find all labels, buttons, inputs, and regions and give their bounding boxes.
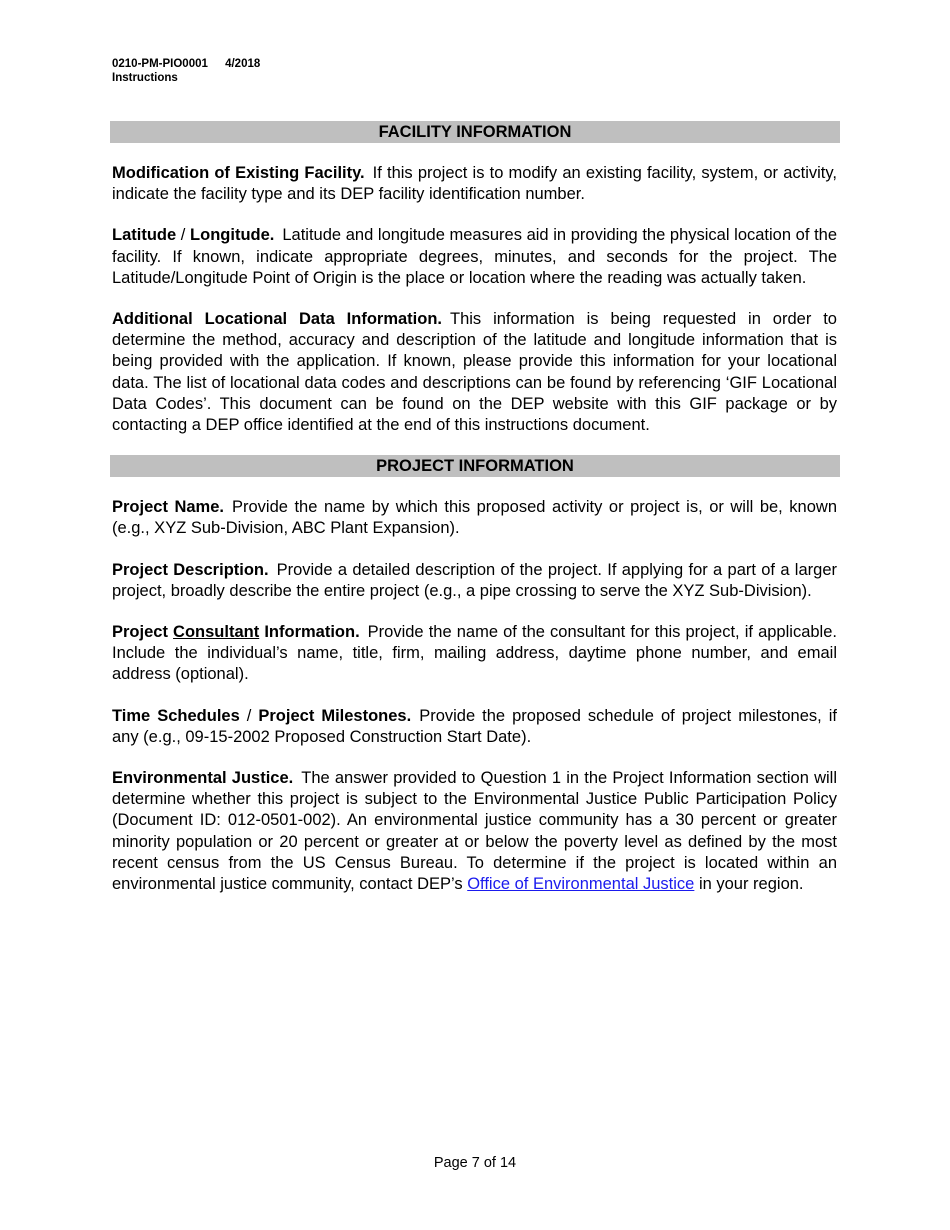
document-type: Instructions	[112, 72, 178, 84]
consultant-term-project: Project	[112, 623, 168, 642]
project-consultant-entry	[110, 622, 840, 686]
schedules-text: Provide the proposed schedule of project milestones, if any (e.g., 09-15-2002 Proposed Construction Start Date).	[112, 706, 837, 746]
consultant-term-consultant: Consultant	[173, 623, 260, 642]
project-name-entry	[110, 497, 840, 539]
schedules-slash: /	[239, 706, 259, 725]
ej-term: Environmental Justice.	[112, 769, 294, 788]
latitude-term: Latitude	[112, 226, 177, 245]
project-section-heading: PROJECT INFORMATION	[110, 455, 840, 477]
environmental-justice-entry	[110, 768, 840, 895]
facility-section-heading: FACILITY INFORMATION	[110, 121, 840, 143]
project-name-text: Provide the name by which this proposed activity or project is, or will be, known (e.g., XYZ Sub-Division, ABC Plant Expansion).	[112, 498, 837, 538]
lat-long-text: Latitude and longitude measures aid in providing the physical location of the facility. If known, indicate appropriate degrees, minutes, and seconds for the project. The Latitude/Longitude Point of Origin is the place or location where the reading was actually taken.	[112, 226, 838, 287]
ej-text-after: in your region.	[698, 875, 804, 894]
locational-term: Additional Locational Data Information.	[112, 310, 442, 329]
consultant-text: Provide the name of the consultant for this project, if applicable. Include the individual’s name, title, firm, mailing address, daytime phone number, and email address (optional).	[112, 623, 837, 684]
time-schedules-entry	[110, 706, 840, 748]
locational-text: This information is being requested in order to determine the method, accuracy and description of the latitude and longitude information that is being provided with the application. If known, please provide this information for your locational data. The list of locational data codes and descriptions can be found by referencing ‘GIF Locational Data Codes’. This document can be found on the DEP website with this GIF package or by contacting a DEP office identified at the end of this instructions document.	[112, 310, 837, 435]
modification-text: If this project is to modify an existing facility, system, or activity, indicate the facility type and its DEP facility identification number.	[112, 164, 837, 204]
project-milestones-term: Project Milestones.	[258, 706, 412, 725]
form-code: 0210-PM-PIO0001	[112, 58, 208, 70]
project-description-entry	[110, 560, 840, 602]
modification-existing-facility-entry	[110, 163, 840, 205]
project-name-term: Project Name.	[112, 498, 224, 517]
consultant-term-information: Information.	[264, 623, 360, 642]
office-environmental-justice-link[interactable]: Office of Environmental Justice	[467, 875, 695, 894]
project-description-text: Provide a detailed description of the project. If applying for a part of a larger project, broadly describe the entire project (e.g., a pipe crossing to serve the XYZ Sub-Division).	[112, 560, 837, 600]
form-date: 4/2018	[225, 58, 261, 70]
locational-data-entry	[110, 309, 840, 436]
lat-long-slash: /	[176, 226, 191, 245]
form-code-line	[112, 57, 260, 71]
ej-text-before: The answer provided to Question 1 in the Project Information section will determine whether this project is subject to the Environmental Justice Public Participation Policy (Document ID: 012-0501-002). An environmental justice community has a 30 percent or greater minority population or 20 percent or greater at or below the poverty level as defined by the most recent census from the US Census Bureau. To determine if the project is located within an environmental justice community, contact DEP’s	[112, 769, 838, 894]
document-body	[110, 121, 840, 895]
longitude-term: Longitude.	[190, 226, 275, 245]
lat-long-entry	[110, 225, 840, 289]
project-description-term: Project Description.	[112, 560, 269, 579]
document-header	[112, 57, 260, 85]
modification-term: Modification of Existing Facility.	[112, 164, 365, 182]
time-schedules-term: Time Schedules	[112, 706, 240, 725]
page-number: Page 7 of 14	[433, 1155, 517, 1171]
